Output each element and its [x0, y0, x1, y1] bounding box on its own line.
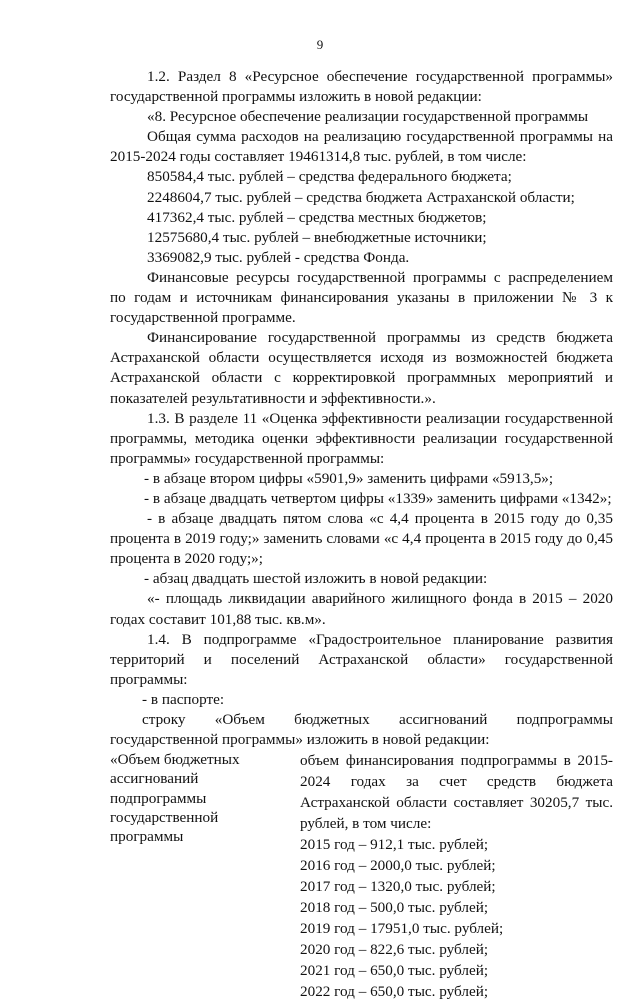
year-line: 2015 год – 912,1 тыс. рублей; [300, 836, 489, 854]
resources-paragraph: Финансовые ресурсы государственной программы с распределением по годам и источникам финансирования указаны в приложении № 3 к государственной программе. [110, 268, 613, 327]
passport-left-cell: «Объем бюджетных ассигнований подпрограммы государственной программы [110, 751, 240, 845]
year-line: 2022 год – 650,0 тыс. рублей; [300, 983, 489, 1001]
lead-word: бюджетных [294, 711, 370, 728]
funding-line-fund: 3369082,9 тыс. рублей - средства Фонда. [147, 248, 410, 266]
funding-line-local: 417362,4 тыс. рублей – средства местных бюджетов; [147, 208, 487, 226]
funding-line-federal: 850584,4 тыс. рублей – средства федерального бюджета; [147, 168, 512, 186]
page-number: 9 [316, 37, 324, 52]
lead-word: строку [142, 711, 186, 728]
lead-continuation: государственной программы» изложить в новой редакции: [110, 731, 490, 749]
amendment-item-1: - в абзаце втором цифры «5901,9» заменить цифрами «5913,5»; [144, 469, 554, 487]
total-expenses-paragraph: Общая сумма расходов на реализацию государственной программы на 2015-2024 годы составляет 19461314,8 тыс. рублей, в том числе: [110, 128, 613, 166]
funding-intro: объем финансирования подпрограммы в 2015-2024 годах за счет средств бюджета Астраханской области составляет 30205,7 тыс. рублей, в том числе: [300, 752, 613, 833]
funding-line-extrabudgetary: 12575680,4 тыс. рублей – внебюджетные источники; [147, 228, 487, 246]
document-body [110, 67, 613, 1002]
passport-right-cell [293, 750, 613, 1002]
amendment-item-2: - в абзаце двадцать четвертом цифры «1339» заменить цифрами «1342»; [144, 489, 612, 507]
amendment-item-3: - в абзаце двадцать пятом слова «с 4,4 процента в 2015 году до 0,35 процента в 2019 году;» заменить словами «с 4,4 процента в 2015 году до 0,45 процента в 2020 году;»; [110, 510, 613, 568]
passport-table [110, 750, 613, 1002]
section-8-title: «8. Ресурсное обеспечение реализации государственной программы [147, 108, 589, 126]
year-line: 2017 год – 1320,0 тыс. рублей; [300, 878, 496, 896]
section-1-3-heading: 1.3. В разделе 11 «Оценка эффективности реализации государственной программы, методика оценки эффективности реализации государственной программы» государственной программы: [110, 409, 613, 467]
passport-line: - в паспорте: [142, 690, 225, 708]
lead-word: ассигнований [398, 711, 488, 728]
lead-word: подпрограммы [516, 711, 613, 728]
quoted-new-text: «- площадь ликвидации аварийного жилищного фонда в 2015 – 2020 годах составит 101,88 тыс. кв.м». [110, 590, 613, 628]
year-line: 2021 год – 650,0 тыс. рублей; [300, 962, 489, 980]
row-lead-words [110, 710, 613, 730]
funding-line-regional: 2248604,7 тыс. рублей – средства бюджета Астраханской области; [147, 188, 575, 206]
section-1-4-heading: 1.4. В подпрограмме «Градостроительное планирование развития территорий и поселений Астраханской области» государственной программы: [110, 630, 613, 688]
section-1-2-heading: 1.2. Раздел 8 «Ресурсное обеспечение государственной программы» государственной программы изложить в новой редакции: [110, 68, 613, 106]
year-line: 2020 год – 822,6 тыс. рублей; [300, 941, 489, 959]
year-line: 2018 год – 500,0 тыс. рублей; [300, 899, 489, 917]
amendment-item-4: - абзац двадцать шестой изложить в новой редакции: [144, 570, 488, 588]
year-line: 2016 год – 2000,0 тыс. рублей; [300, 857, 496, 875]
lead-word: «Объем [214, 711, 265, 728]
year-line: 2019 год – 17951,0 тыс. рублей; [300, 920, 504, 938]
financing-paragraph: Финансирование государственной программы из средств бюджета Астраханской области осуществляется исходя из возможностей бюджета Астраханской области с корректировкой программных мероприятий и показателей результативности и эффективности.». [110, 329, 613, 407]
